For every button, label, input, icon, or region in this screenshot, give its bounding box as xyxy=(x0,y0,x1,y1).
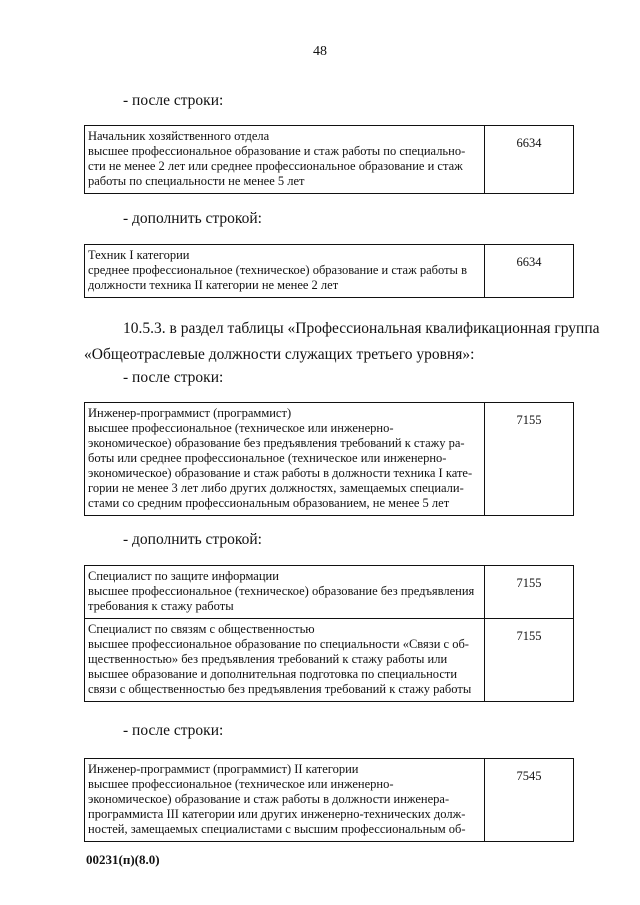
position-cell xyxy=(85,126,485,194)
document-code: 00231(п)(8.0) xyxy=(86,852,160,867)
requirement-line: гории не менее 3 лет либо других должностях, замещаемых специали- xyxy=(88,481,464,495)
requirement-line: программиста III категории или других инженерно-технических долж- xyxy=(88,807,466,821)
requirement-line: высшее образование и дополнительная подготовка по специальности xyxy=(88,667,458,681)
requirement-line: высшее профессиональное (техническое) образование без предъявления xyxy=(88,584,475,598)
requirement-line: среднее профессиональное (техническое) образование и стаж работы в xyxy=(88,263,467,277)
requirement-line: стами со средним профессиональным образованием, не менее 5 лет xyxy=(88,496,450,510)
salary-code-cell: 7155 xyxy=(485,403,574,516)
section-paragraph xyxy=(84,316,604,368)
requirement-line: высшее профессиональное (техническое или инженерно- xyxy=(88,777,394,791)
paragraph-line: «Общеотраслевые должности служащих третьего уровня»: xyxy=(84,346,475,363)
position-title: Специалист по связям с общественностью xyxy=(88,622,315,636)
requirement-line: связи с общественностью без предъявления требований к стажу работы xyxy=(88,682,472,696)
qualification-table xyxy=(84,758,574,842)
table-row xyxy=(85,566,574,619)
after-row-label: - после строки: xyxy=(123,722,224,739)
add-row-label: - дополнить строкой: xyxy=(123,210,262,227)
position-cell xyxy=(85,619,485,702)
add-row-label: - дополнить строкой: xyxy=(123,531,262,548)
table-row xyxy=(85,126,574,194)
requirement-line: ностей, замещаемых специалистами с высшим профессиональным об- xyxy=(88,822,466,836)
requirement-line: требования к стажу работы xyxy=(88,599,234,613)
table-row xyxy=(85,403,574,516)
qualification-table xyxy=(84,402,574,516)
position-title: Техник I категории xyxy=(88,248,190,262)
position-title: Специалист по защите информации xyxy=(88,569,279,583)
salary-code-cell: 7155 xyxy=(485,566,574,619)
requirement-line: экономическое) образование и стаж работы в должности инженера- xyxy=(88,792,450,806)
qualification-table xyxy=(84,125,574,194)
position-title: Начальник хозяйственного отдела xyxy=(88,129,270,143)
requirement-line: щественностью» без предъявления требований к стажу работы или xyxy=(88,652,448,666)
table-row xyxy=(85,759,574,842)
requirement-line: должности техника II категории не менее 2 лет xyxy=(88,278,339,292)
position-cell xyxy=(85,245,485,298)
position-cell xyxy=(85,403,485,516)
table-row xyxy=(85,245,574,298)
requirement-line: сти не менее 2 лет или среднее профессиональное образование и стаж xyxy=(88,159,463,173)
requirement-line: экономическое) образование без предъявления требований к стажу ра- xyxy=(88,436,465,450)
salary-code-cell: 6634 xyxy=(485,126,574,194)
paragraph-line: 10.5.3. в раздел таблицы «Профессиональная квалификационная группа xyxy=(123,320,600,337)
requirement-line: боты или среднее профессиональное (техническое или инженерно- xyxy=(88,451,447,465)
salary-code-cell: 6634 xyxy=(485,245,574,298)
qualification-table xyxy=(84,244,574,298)
requirement-line: высшее профессиональное образование по специальности «Связи с об- xyxy=(88,637,469,651)
salary-code-cell: 7545 xyxy=(485,759,574,842)
position-title: Инженер-программист (программист) II категории xyxy=(88,762,359,776)
requirement-line: экономическое) образование и стаж работы в должности техника I кате- xyxy=(88,466,473,480)
page-number: 48 xyxy=(313,44,327,59)
requirement-line: работы по специальности не менее 5 лет xyxy=(88,174,305,188)
after-row-label: - после строки: xyxy=(123,369,224,386)
table-row xyxy=(85,619,574,702)
position-title: Инженер-программист (программист) xyxy=(88,406,292,420)
salary-code-cell: 7155 xyxy=(485,619,574,702)
after-row-label: - после строки: xyxy=(123,92,224,109)
qualification-table xyxy=(84,565,574,702)
position-cell xyxy=(85,759,485,842)
position-cell xyxy=(85,566,485,619)
requirement-line: высшее профессиональное образование и стаж работы по специально- xyxy=(88,144,466,158)
requirement-line: высшее профессиональное (техническое или инженерно- xyxy=(88,421,394,435)
